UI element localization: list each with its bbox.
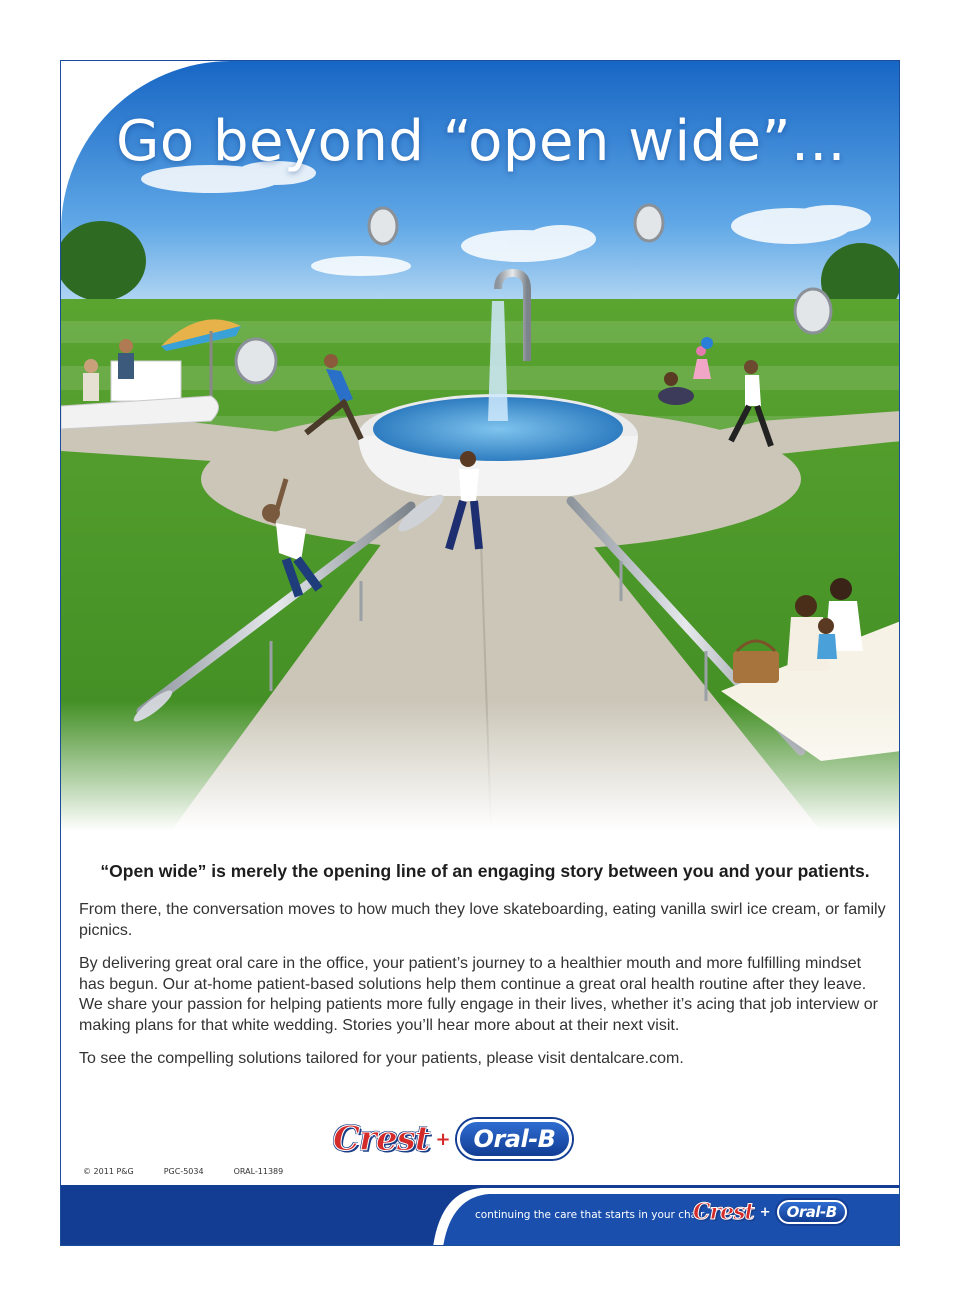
legal-line (83, 1167, 283, 1176)
plus-sign: + (435, 1128, 451, 1150)
paragraph: From there, the conversation moves to how much they love skateboarding, eating vanilla swirl ice cream, or family picnics. (79, 901, 886, 939)
paragraph: To see the compelling solutions tailored for your patients, please visit dentalcare.com. (79, 1050, 684, 1067)
crest-logo: Crest (693, 1199, 754, 1225)
oralb-logo: Oral-B (777, 1200, 847, 1224)
crest-oralb-logo (333, 1119, 572, 1159)
crest-logo: Crest (333, 1119, 430, 1159)
product-code: ORAL-11389 (233, 1167, 284, 1176)
paragraph: By delivering great oral care in the office, your patient’s journey to a healthier mouth and more fulfilling mindset has begun. Our at-home patient-based solutions help them continue a great oral health routine after they leave. We share your passion for helping patients more fully engage in their lives, whether it’s acing that job interview or making plans for that white wedding. Stories you’ll hear more about at their next visit. (79, 955, 878, 1034)
footer-tagline: continuing the care that starts in your chair (475, 1209, 705, 1221)
oralb-logo: Oral-B (457, 1119, 573, 1159)
lead-sentence: “Open wide” is merely the opening line of an engaging story between you and your patients. (100, 861, 870, 881)
ad-frame (60, 60, 900, 1246)
footer-logo (693, 1199, 847, 1225)
plus-sign: + (759, 1204, 771, 1220)
park-scene (61, 61, 900, 831)
hero-illustration (61, 61, 900, 831)
body-copy (79, 861, 891, 1083)
product-code: PGC-5034 (163, 1167, 204, 1176)
headline: Go beyond “open wide”... (116, 109, 846, 174)
copyright: © 2011 P&G (83, 1167, 134, 1176)
sky (61, 61, 900, 331)
